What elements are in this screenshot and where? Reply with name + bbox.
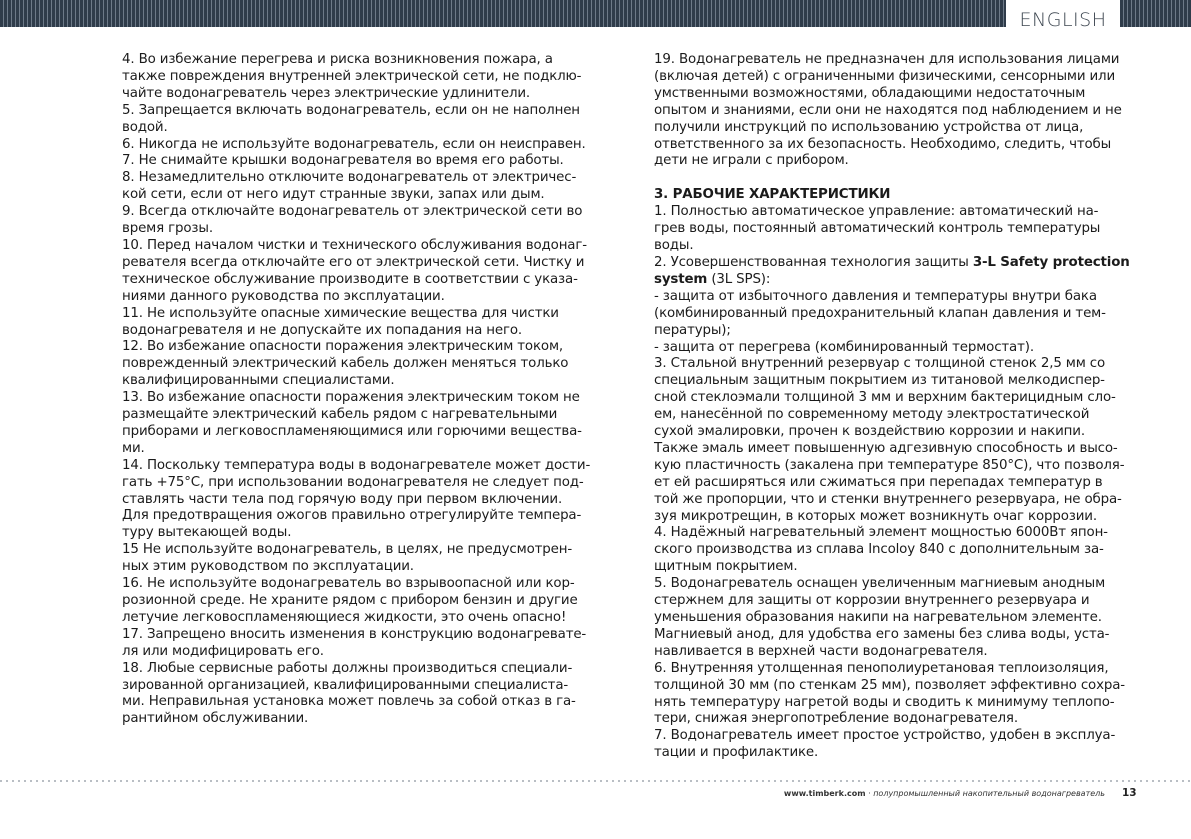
list-item: 16. Не используйте водонагреватель во взрывоопасной или кор- розионной среде. Не храните рядом с прибором бензин и другие летучие легковоспламеняющиеся жидкости, это очень опасно! bbox=[122, 576, 578, 625]
feature-item: 7. Водонагреватель имеет простое устройство, удобен в эксплуа- тации и профилактике. bbox=[654, 728, 1116, 761]
right-column bbox=[654, 52, 1130, 762]
feature-item: 3. Стальной внутренний резервуар с толщиной стенок 2,5 мм со специальным защитным покрытием из титановой мелкодиспер- сной стеклоэмали толщиной 3 мм и верхним бактерицидным сло- ем, нанесённой по современному методу электростатической сухой эмалировки, прочен к воздействию коррозии и накипи. Также эмаль имеет повышенную адгезивную способность и высо- кую пластичность (закалена при температуре 850°C), что позволя- ет ей расширяться или сжиматься при перепадах температур в той же пропорции, что и стенки внутреннего резервуара, не обра- зуя микротрещин, в которых может возникнуть очаг коррозии. bbox=[654, 356, 1125, 524]
list-item: 18. Любые сервисные работы должны производиться специали- зированной организацией, квалифицированными специалиста- ми. Неправильная установка может повлечь за собой отказ в га- рантийном обслуживании. bbox=[122, 660, 576, 727]
feature-item: 6. Внутренняя утолщенная пенополиуретановая теплоизоляция, толщиной 30 мм (по стенкам 25 мм), позволяет эффективно сохра- нять температуру нагретой воды и сводить к минимуму теплопо- тери, снижая энергопотребление водонагревателя. bbox=[654, 660, 1125, 727]
section-spacer bbox=[654, 170, 1130, 187]
list-item: 11. Не используйте опасные химические вещества для чистки водонагревателя и не допускайте их попадания на него. bbox=[122, 305, 559, 338]
bullet-item: - защита от перегрева (комбинированный термостат). bbox=[654, 339, 1034, 355]
list-item: 4. Во избежание перегрева и риска возникновения пожара, а также повреждения внутренней электрической сети, не подклю- чайте водонагреватель через электрические удлинители. bbox=[122, 52, 582, 101]
list-item: 10. Перед началом чистки и технического обслуживания водонаг- ревателя всегда отключайте его от электрической сети. Чистку и техническое обслуживание производите в соответствии с указа- ниями данного руководства по эксплуатации. bbox=[122, 237, 587, 304]
footer-site-link[interactable]: www.timberk.com bbox=[783, 789, 866, 798]
list-item: 13. Во избежание опасности поражения электрическим током не размещайте электрический кабель рядом с нагревательными приборами и легковоспламеняющимися или горючими вещества- ми. bbox=[122, 390, 582, 456]
list-item: 7. Не снимайте крышки водонагревателя во время его работы. bbox=[122, 153, 564, 169]
feature-item bbox=[654, 255, 1130, 289]
left-column bbox=[122, 52, 592, 728]
feature-item: 4. Надёжный нагревательный элемент мощностью 6000Вт япон- ского производства из сплава Incoloy 840 с дополнительным за- щитным покрытием. bbox=[654, 525, 1108, 575]
footer-caption bbox=[784, 789, 1105, 798]
footer-description: полупромышленный накопительный водонагреватель bbox=[873, 789, 1105, 798]
feature-item: 5. Водонагреватель оснащен увеличенным магниевым анодным стержнем для защиты от коррозии внутреннего резервуара и уменьшения образования накипи на нагревательном элементе. Магниевый анод, для удобства его замены без слива воды, уста- навливается в верхней части водонагревателя. bbox=[654, 576, 1110, 659]
list-item: 19. Водонагреватель не предназначен для использования лицами (включая детей) с ограниченными физическими, сенсорными или умственными возможностями, обладающими недостаточным опытом и знаниями, если они не находятся под наблюдением и не получили инструкций по использованию устройства от лица, ответственного за их безопасность. Необходимо, следить, чтобы дети не играли с прибором. bbox=[654, 52, 1122, 169]
list-item: 17. Запрещено вносить изменения в конструкцию водонагревате- ля или модифицировать его. bbox=[122, 626, 587, 659]
footer-separator: · bbox=[865, 789, 874, 798]
list-item: 8. Незамедлительно отключите водонагреватель от электричес- кой сети, если от него идут странные звуки, запах или дым. bbox=[122, 170, 577, 203]
feature-brand-text: 3-L Safety protection system bbox=[654, 254, 1130, 287]
list-item: 15 Не используйте водонагреватель, в целях, не предусмотрен- ных этим руководством по эксплуатации. bbox=[122, 542, 572, 575]
list-item: 6. Никогда не используйте водонагреватель, если он неисправен. bbox=[122, 136, 586, 152]
language-label: ENGLISH bbox=[1006, 0, 1120, 30]
feature-text: (3L SPS): bbox=[707, 271, 771, 287]
list-item: 9. Всегда отключайте водонагреватель от электрической сети во время грозы. bbox=[122, 204, 583, 237]
feature-item: 1. Полностью автоматическое управление: автоматический на- грев воды, постоянный автоматический контроль температуры воды. bbox=[654, 204, 1101, 254]
bullet-item: - защита от избыточного давления и температуры внутри бака (комбинированный предохранительный клапан давления и тем- пературы); bbox=[654, 288, 1106, 338]
list-item: 12. Во избежание опасности поражения электрическим током, поврежденный электрический кабель должен меняться только квалифицированными специалистами. bbox=[122, 339, 569, 389]
footer-dotted-divider bbox=[0, 780, 1191, 782]
page-number: 13 bbox=[1122, 787, 1137, 799]
list-item: 14. Поскольку температура воды в водонагревателе может дости- гать +75°C, при использовании водонагревателя не следует под- ставлять части тела под горячую воду при первом включении. Для предотвращения ожогов правильно отрегулируйте темпера- туру вытекающей воды. bbox=[122, 457, 591, 541]
list-item: 5. Запрещается включать водонагреватель, если он не наполнен водой. bbox=[122, 102, 580, 135]
feature-text: 2. Усовершенствованная технология защиты bbox=[654, 254, 973, 270]
section-title: 3. РАБОЧИЕ ХАРАКТЕРИСТИКИ bbox=[654, 187, 891, 203]
